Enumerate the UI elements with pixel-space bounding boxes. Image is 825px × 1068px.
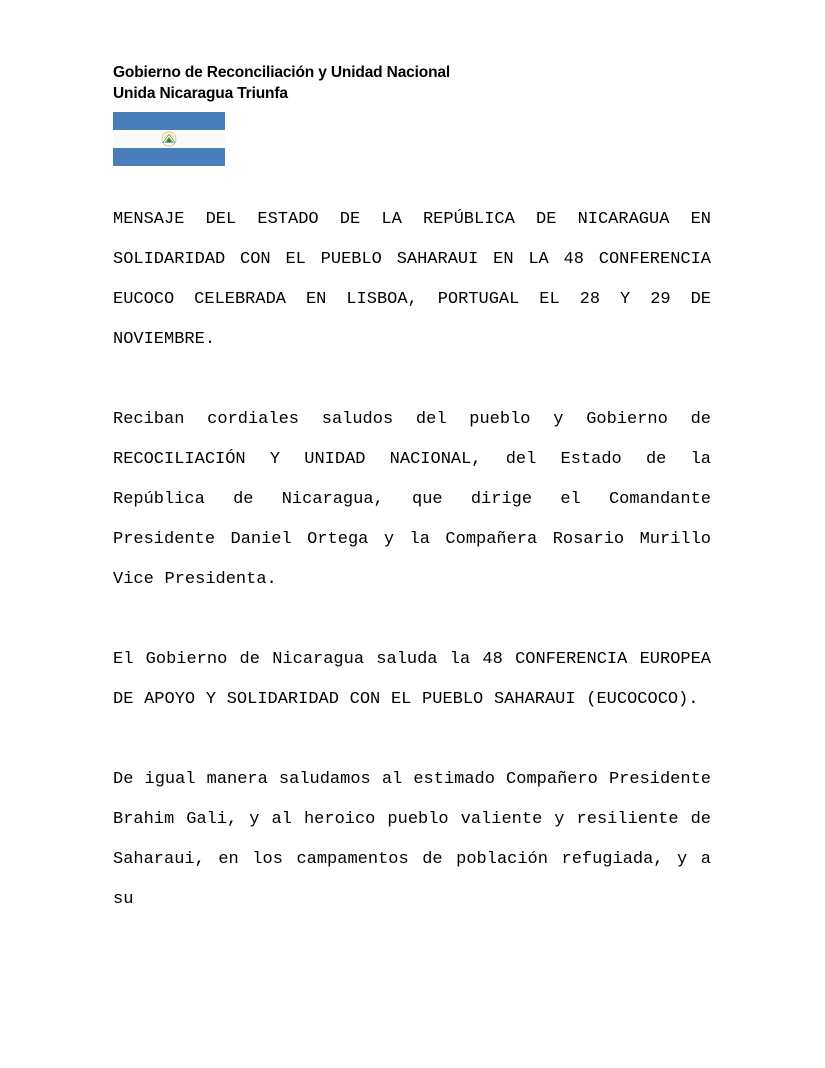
letterhead-line-1: Gobierno de Reconciliación y Unidad Nacional (113, 64, 451, 81)
paragraph-salute-conference: El Gobierno de Nicaragua saluda la 48 CONFERENCIA EUROPEA DE APOYO Y SOLIDARIDAD CON EL PUEBLO SAHARAUI (EUCOCOCO). (113, 650, 722, 709)
document-body (113, 200, 722, 920)
paragraph-title: MENSAJE DEL ESTADO DE LA REPÚBLICA DE NICARAGUA EN SOLIDARIDAD CON EL PUEBLO SAHARAUI EN LA 48 CONFERENCIA EUCOCO CELEBRADA EN LISBOA, PORTUGAL EL 28 Y 29 DE NOVIEMBRE. (113, 210, 722, 349)
letterhead-line-2: Unida Nicaragua Triunfa (113, 85, 288, 102)
paragraph-greeting: Reciban cordiales saludos del pueblo y Gobierno de RECOCILIACIÓN Y UNIDAD NACIONAL, del Estado de la República de Nicaragua, que dirige el Comandante Presidente Daniel Ortega y la Compañera Rosario Murillo Vice Presidenta. (113, 410, 722, 589)
letterhead (113, 62, 733, 104)
nicaragua-flag (113, 112, 225, 166)
flag-stripe-top (113, 112, 225, 130)
flag-stripe-bottom (113, 148, 225, 166)
nicaragua-coat-of-arms-icon (160, 131, 178, 147)
paragraph-salute-president: De igual manera saludamos al estimado Compañero Presidente Brahim Gali, y al heroico pueblo valiente y resiliente de Saharaui, en los campamentos de población refugiada, y a su (113, 770, 722, 909)
